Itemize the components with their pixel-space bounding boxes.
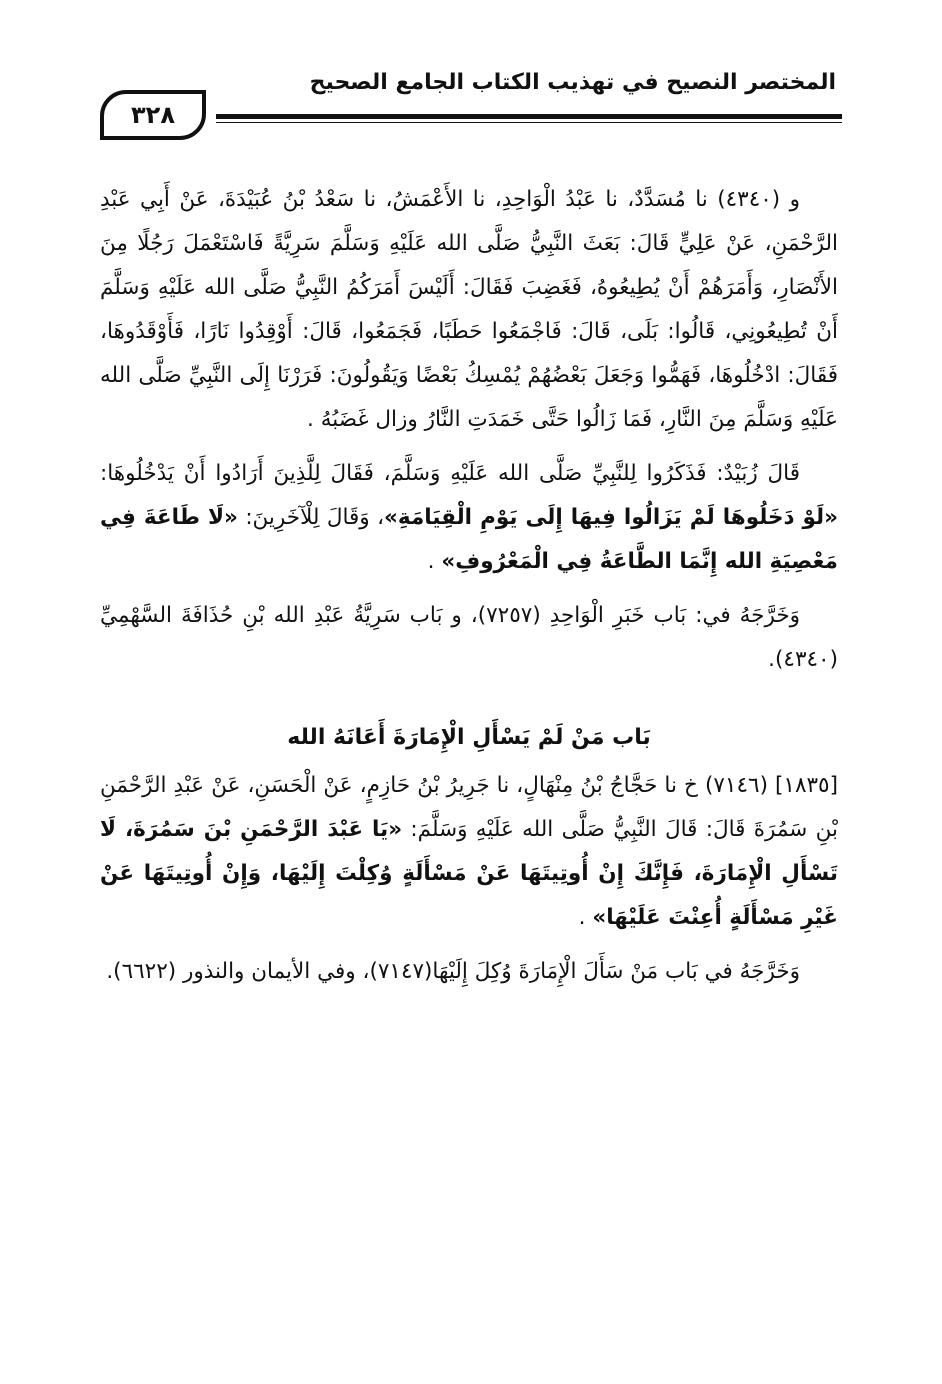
running-title: المختصر النصيح في تهذيب الكتاب الجامع الصحيح <box>309 70 836 95</box>
prophet-quote-3: «يَا عَبْدَ الرَّحْمَنِ بْنَ سَمُرَةَ، لَا تَسْأَلِ الْإِمَارَةَ، فَإِنَّكَ إِنْ أُوتِيتَهَا عَنْ مَسْأَلَةٍ وُكِلْتَ إِلَيْهَا، وَإِنْ أُوتِيتَهَا عَنْ غَيْرِ مَسْأَلَةٍ أُعِنْتَ عَلَيْهَا» <box>100 817 838 930</box>
page-body <box>100 178 838 1004</box>
header-rule-thick <box>216 114 842 119</box>
page-number: ٣٢٨ <box>131 101 175 129</box>
zubaid-end: . <box>427 549 442 574</box>
hadith-1835-isnad: [١٨٣٥] (٧١٤٦) خ نا حَجَّاجُ بْنُ مِنْهَالٍ، نا جَرِيرُ بْنُ حَازِمٍ، عَنْ الْحَسَنِ، عَنْ عَبْدِ الرَّحْمَنِ بْنِ سَمُرَةَ قَالَ: قَالَ النَّبِيُّ صَلَّى الله عَلَيْهِ وَسَلَّمَ: <box>100 773 838 842</box>
prophet-quote-1: «لَوْ دَخَلُوهَا لَمْ يَزَالُوا فِيهَا إِلَى يَوْمِ الْقِيَامَةِ» <box>384 505 838 530</box>
hadith-1835-end: . <box>578 905 593 930</box>
hadith-4340-zubaid <box>100 452 838 584</box>
header-rule-thin <box>216 122 842 123</box>
zubaid-mid: ، وَقَالَ لِلْآخَرِينَ: <box>237 505 385 530</box>
hadith-1835-narration <box>100 764 838 940</box>
prophet-quote-2: «لَا طَاعَةَ فِي مَعْصِيَةِ الله إِنَّمَا الطَّاعَةُ فِي الْمَعْرُوفِ» <box>100 505 838 574</box>
hadith-4340-narration: و (٤٣٤٠) نا مُسَدَّدٌ، نا عَبْدُ الْوَاحِدِ، نا الأَعْمَشُ، نا سَعْدُ بْنُ عُبَيْدَةَ، عَنْ أَبِي عَبْدِ الرَّحْمَنِ، عَنْ عَلِيٍّ قَالَ: بَعَثَ النَّبِيُّ صَلَّى الله عَلَيْهِ وَسَلَّمَ سَرِيَّةً فَاسْتَعْمَلَ رَجُلًا مِنَ الأَنْصَارِ، وَأَمَرَهُمْ أَنْ يُطِيعُوهُ، فَغَضِبَ فَقَالَ: أَلَيْسَ أَمَرَكُمُ النَّبِيُّ صَلَّى الله عَلَيْهِ وَسَلَّمَ أَنْ تُطِيعُونِي، قَالُوا: بَلَى، قَالَ: فَاجْمَعُوا حَطَبًا، فَجَمَعُوا، قَالَ: أَوْقِدُوا نَارًا، فَأَوْقَدُوهَا، فَقَالَ: ادْخُلُوهَا، فَهَمُّوا وَجَعَلَ بَعْضُهُمْ يُمْسِكُ بَعْضًا وَيَقُولُونَ: فَرَرْنَا إِلَى النَّبِيِّ صَلَّى الله عَلَيْهِ وَسَلَّمَ مِنَ النَّارِ، فَمَا زَالُوا حَتَّى خَمَدَتِ النَّارُ وزال غَضَبُهُ . <box>100 187 838 432</box>
page-header <box>100 62 842 142</box>
hadith-1835-takhrij: وَخَرَّجَهُ في بَاب مَنْ سَأَلَ الْإِمَارَةَ وُكِلَ إِلَيْهَا(٧١٤٧)، وفي الأيمان والنذور (٦٦٢٢). <box>106 959 800 984</box>
zubaid-intro: قَالَ زُبَيْدٌ: فَذَكَرُوا لِلنَّبِيِّ صَلَّى الله عَلَيْهِ وَسَلَّمَ، فَقَالَ لِلَّذِينَ أَرَادُوا أَنْ يَدْخُلُوهَا: <box>100 461 800 486</box>
chapter-heading: بَاب مَنْ لَمْ يَسْأَلِ الْإِمَارَةَ أَعَانَهُ الله <box>287 725 651 750</box>
hadith-4340-takhrij: وَخَرَّجَهُ في: بَاب خَبَرِ الْوَاحِدِ (٧٢٥٧)، و بَاب سَرِيَّةُ عَبْدِ الله بْنِ حُذَافَةَ السَّهْمِيِّ (٤٣٤٠). <box>100 603 838 672</box>
page-number-box <box>100 90 206 140</box>
